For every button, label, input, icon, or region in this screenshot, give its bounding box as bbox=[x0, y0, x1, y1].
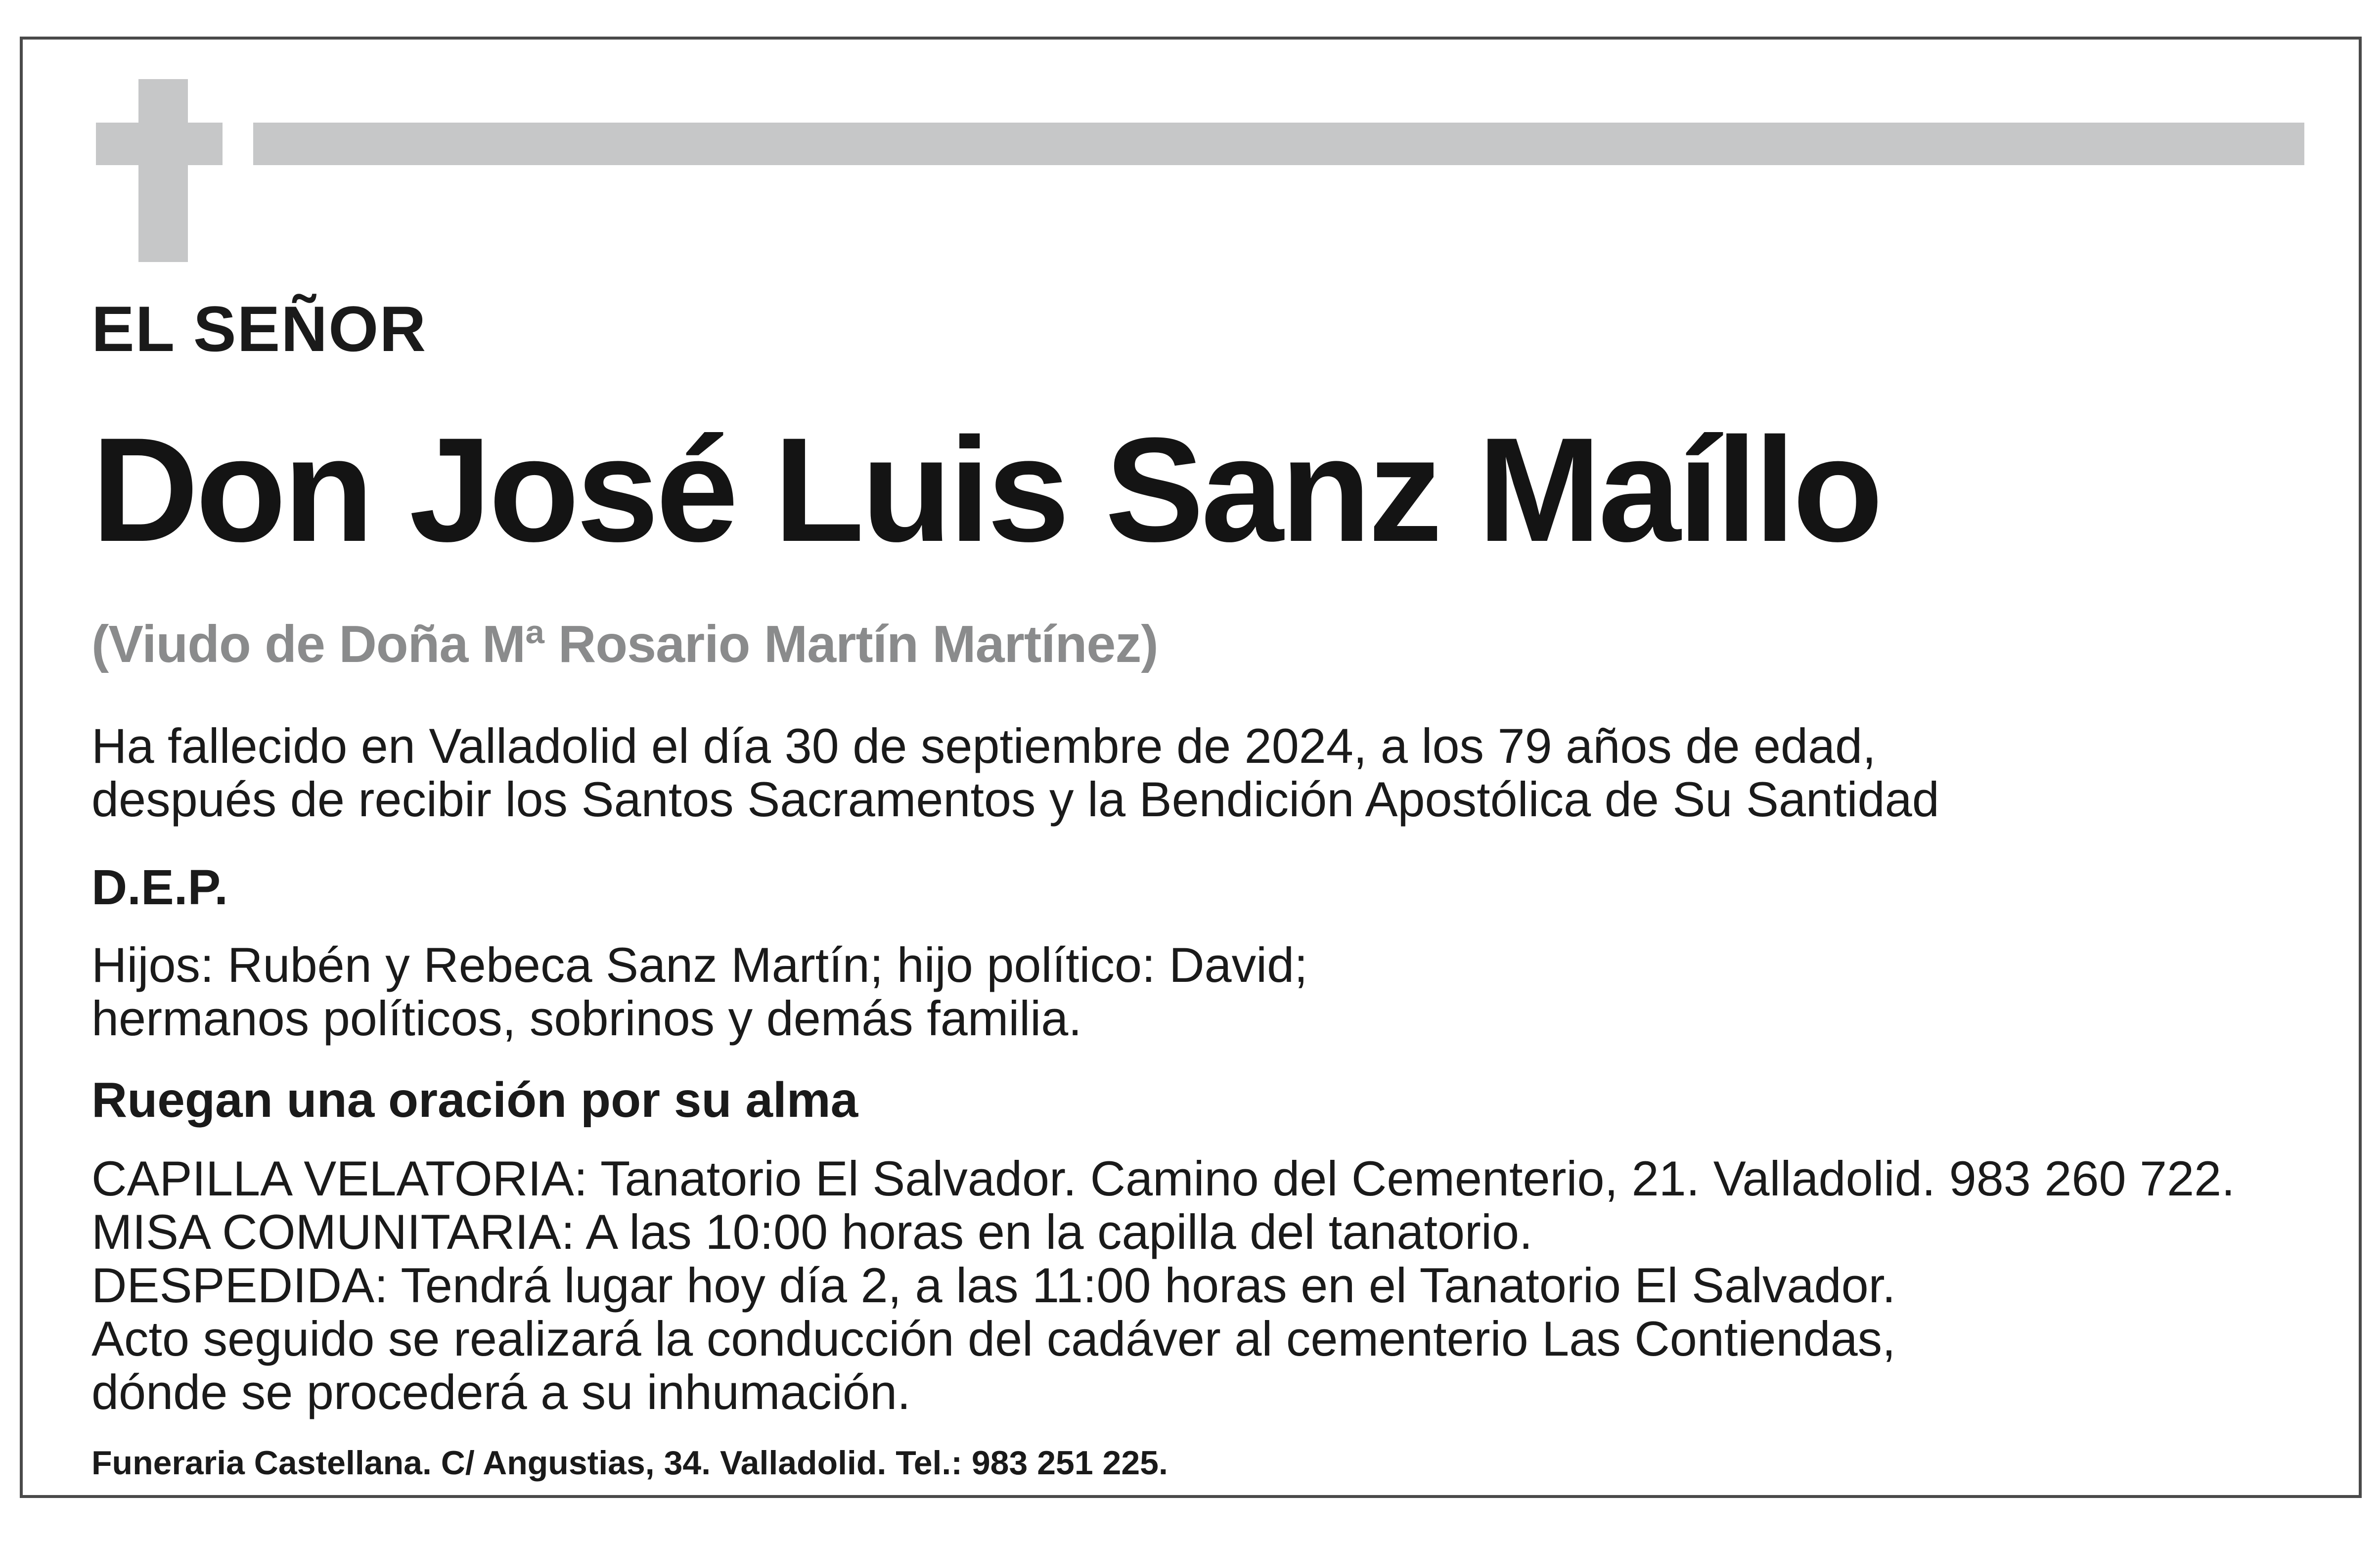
family-list bbox=[91, 938, 1308, 1045]
service-details-line: dónde se procederá a su inhumación. bbox=[91, 1365, 911, 1419]
service-details-line: Acto seguido se realizará la conducción del cadáver al cementerio Las Contiendas, bbox=[91, 1311, 1896, 1366]
family-list-line: Hijos: Rubén y Rebeca Sanz Martín; hijo político: David; bbox=[91, 937, 1308, 992]
deceased-name: Don José Luis Sanz Maíllo bbox=[91, 406, 1881, 573]
dep-label: D.E.P. bbox=[91, 860, 228, 915]
prayer-request: Ruegan una oración por su alma bbox=[91, 1072, 858, 1128]
header-bar bbox=[253, 123, 2304, 165]
cross-icon-arm bbox=[96, 123, 223, 165]
service-details-line: DESPEDIDA: Tendrá lugar hoy día 2, a las 11:00 horas en el Tanatorio El Salvador. bbox=[91, 1258, 1896, 1313]
death-announcement-line: después de recibir los Santos Sacramentos y la Bendición Apostólica de Su Santidad bbox=[91, 772, 1939, 827]
service-details-line: CAPILLA VELATORIA: Tanatorio El Salvador. Camino del Cementerio, 21. Valladolid. 983 260 722. bbox=[91, 1151, 2235, 1206]
death-announcement bbox=[91, 719, 1939, 826]
honorific-title: EL SEÑOR bbox=[91, 293, 427, 365]
service-details-line: MISA COMUNITARIA: A las 10:00 horas en la capilla del tanatorio. bbox=[91, 1204, 1533, 1259]
widower-subtitle: (Viudo de Doña Mª Rosario Martín Martínez) bbox=[91, 615, 1158, 673]
cross-icon bbox=[138, 79, 188, 262]
funeral-home-footer: Funeraria Castellana. C/ Angustias, 34. Valladolid. Tel.: 983 251 225. bbox=[91, 1444, 1168, 1482]
service-details bbox=[91, 1152, 2235, 1419]
family-list-line: hermanos políticos, sobrinos y demás familia. bbox=[91, 991, 1082, 1046]
death-announcement-line: Ha fallecido en Valladolid el día 30 de septiembre de 2024, a los 79 años de edad, bbox=[91, 718, 1876, 773]
